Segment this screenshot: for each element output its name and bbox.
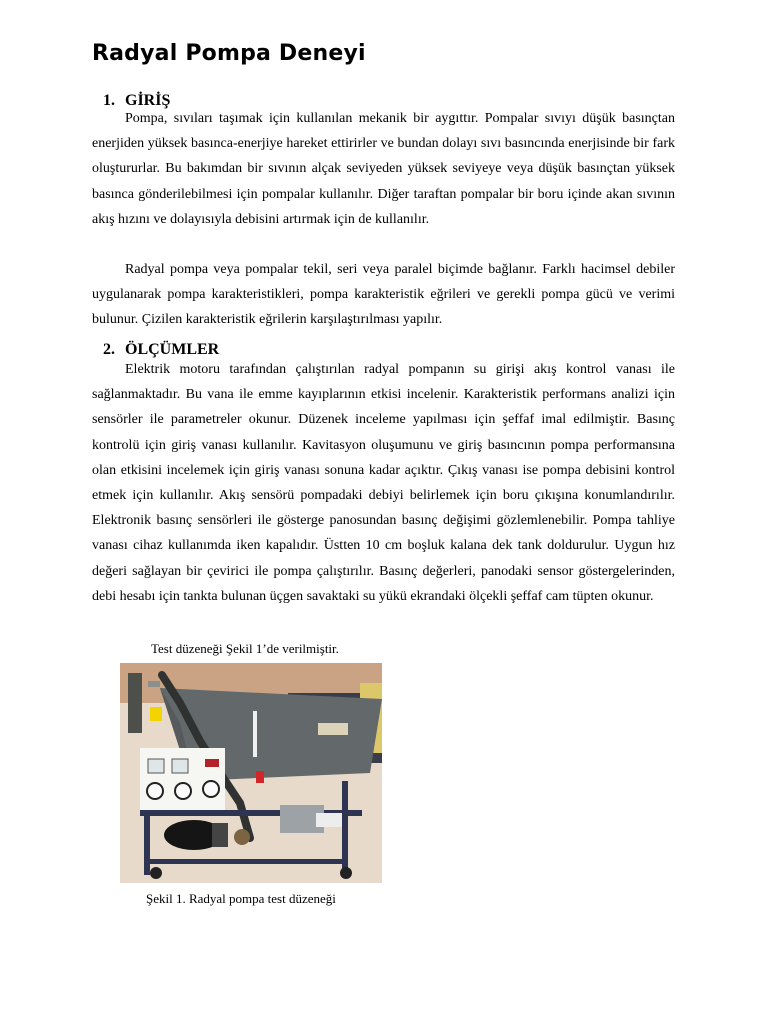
paragraph: Pompa, sıvıları taşımak için kullanılan mekanik bir aygıttır. Pompalar sıvıyı düşük basınçtan enerjiden yüksek basınca-enerjiye hareket ettirirler ve bundan dolayı sıvı basıncında enerjisinde bir fark oluştururlar. Bu bakımdan bir sıvının alçak seviyeden yüksek seviyeye veya düşük basınçtan yüksek basınca gönderilebilmesi için pompalar kullanılır. Diğer taraftan pompalar bir boru içinde akan sıvının akış hızını ve dolayısıyla debisini artırmak için de kullanılır. — [92, 111, 675, 227]
section-number: 1. — [103, 92, 115, 109]
figure-caption: Şekil 1. Radyal pompa test düzeneği — [146, 891, 336, 906]
figure-intro: Test düzeneği Şekil 1’de verilmiştir. — [151, 641, 339, 656]
paragraph: Elektrik motoru tarafından çalıştırılan radyal pompanın su girişi akış kontrol vanası ile sağlanmaktadır. Bu vana ile emme kayıplarının etkisi incelenir. Karakteristik performans analizi için sensörler ile parametreler okunur. Düzenek inceleme yapılması için şeffaf imal edilmiştir. Basınç kontrolü için giriş vanası kullanılır. Kavitasyon oluşumunu ve giriş basıncının pompa performansına olan etkisini incelemek için giriş vanası sonuna kadar açıktır. Çıkış vanası ise pompa debisini kontrol etmek için kullanılır. Akış sensörü pompadaki debiyi belirlemek için boru çıkışına konumlandırılır. Elektronik basınç sensörleri ile gösterge panosundan basınç değişimi gözlemlenebilir. Pompa tahliye vanası cihaz kullanımda iken kapalıdır. Üstten 10 cm boşluk kalana dek tank doldurulur. Uygun hız değeri sağlayan bir çevirici ile pompa çalıştırılır. Basınç değerleri, panodaki sensor göstergelerinden, debi hesabı için tankta bulunan üçgen savaktaki su yükü ekrandaki ölçekli şeffaf cam tüpten okunur. — [92, 362, 675, 604]
section-number: 2. — [103, 341, 115, 358]
section-title: GİRİŞ — [125, 92, 171, 109]
document-title: Radyal Pompa Deneyi — [92, 41, 366, 66]
paragraph: Radyal pompa veya pompalar tekil, seri veya paralel biçimde bağlanır. Farklı hacimsel debiler uygulanarak pompa karakteristikleri, pompa karakteristik eğrileri ve gerekli pompa gücü ve verimi bulunur. Çizilen karakteristik eğrilerin karşılaştırılması yapılır. — [92, 262, 675, 328]
section-title: ÖLÇÜMLER — [125, 341, 220, 358]
pump-test-rig-photo — [120, 663, 382, 883]
